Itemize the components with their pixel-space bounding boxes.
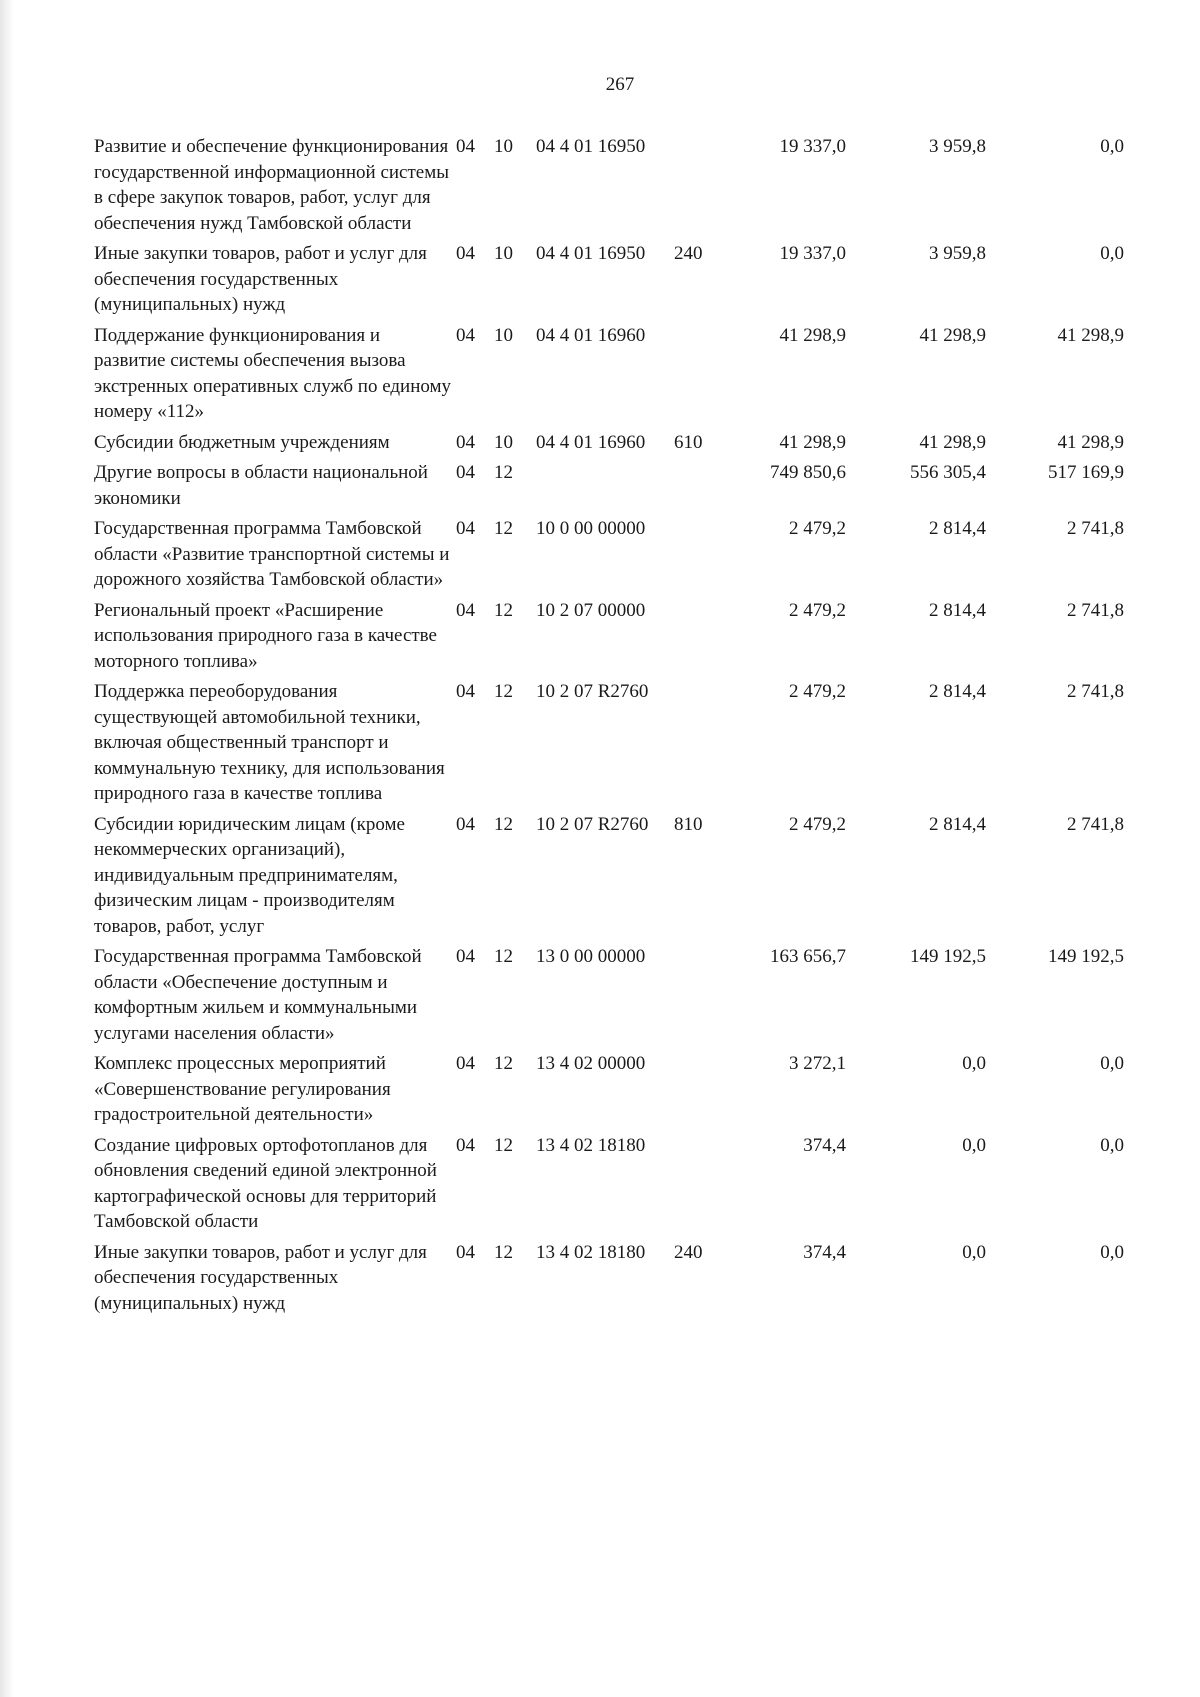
amount-year-3: 2 741,8 bbox=[1067, 599, 1124, 621]
amount-year-1: 2 479,2 bbox=[789, 599, 846, 621]
table-row bbox=[94, 598, 1164, 675]
section-code: 04 bbox=[456, 1241, 475, 1263]
amount-year-3: 2 741,8 bbox=[1067, 813, 1124, 835]
table-row bbox=[94, 1051, 1164, 1128]
subsection-code: 12 bbox=[494, 462, 513, 483]
section-code: 04 bbox=[456, 462, 475, 483]
amount-year-2: 41 298,9 bbox=[919, 324, 986, 346]
scan-edge-shadow bbox=[0, 0, 14, 1697]
amount-year-3: 517 169,9 bbox=[1048, 462, 1124, 483]
item-name: Развитие и обеспечение функционирования государственной информационной системы в сфере закупок товаров, работ, услуг для обеспечения нужд Тамбовской области bbox=[94, 136, 449, 234]
target-article-code: 13 4 02 18180 bbox=[536, 1241, 646, 1263]
item-name: Создание цифровых ортофотопланов для обновления сведений единой электронной картографической основы для территорий Тамбовской области bbox=[94, 1134, 437, 1232]
amount-year-1: 3 272,1 bbox=[789, 1053, 846, 1074]
expense-type-code: 810 bbox=[674, 813, 703, 835]
amount-year-2: 0,0 bbox=[962, 1053, 986, 1074]
item-name: Поддержка переоборудования существующей автомобильной техники, включая общественный транспорт и коммунальную технику, для использования природного газа в качестве топлива bbox=[94, 681, 445, 804]
subsection-code: 12 bbox=[494, 518, 513, 539]
amount-year-3: 2 741,8 bbox=[1067, 681, 1124, 702]
table-row bbox=[94, 241, 1164, 318]
amount-year-1: 2 479,2 bbox=[789, 681, 846, 702]
target-article-code: 04 4 01 16950 bbox=[536, 136, 646, 157]
item-name: Иные закупки товаров, работ и услуг для обеспечения государственных (муниципальных) нужд bbox=[94, 243, 427, 315]
expense-type-code: 240 bbox=[674, 1241, 703, 1263]
item-name: Субсидии юридическим лицам (кроме некоммерческих организаций), индивидуальным предпринимателям, физическим лицам - производителям товаров, работ, услуг bbox=[94, 813, 405, 937]
item-name: Государственная программа Тамбовской области «Развитие транспортной системы и дорожного хозяйства Тамбовской области» bbox=[94, 518, 450, 590]
subsection-code: 10 bbox=[494, 243, 513, 264]
amount-year-1: 374,4 bbox=[803, 1241, 846, 1263]
subsection-code: 10 bbox=[494, 431, 513, 453]
section-code: 04 bbox=[456, 1053, 475, 1074]
item-name: Другие вопросы в области национальной экономики bbox=[94, 462, 428, 509]
amount-year-1: 163 656,7 bbox=[770, 946, 846, 967]
item-name: Иные закупки товаров, работ и услуг для обеспечения государственных (муниципальных) нужд bbox=[94, 1241, 427, 1314]
amount-year-2: 3 959,8 bbox=[929, 243, 986, 264]
amount-year-3: 0,0 bbox=[1100, 243, 1124, 264]
amount-year-2: 0,0 bbox=[962, 1134, 986, 1156]
subsection-code: 12 bbox=[494, 1053, 513, 1074]
expense-type-code: 240 bbox=[674, 243, 703, 264]
section-code: 04 bbox=[456, 518, 475, 539]
section-code: 04 bbox=[456, 136, 475, 157]
section-code: 04 bbox=[456, 1134, 475, 1156]
target-article-code: 10 2 07 R2760 bbox=[536, 681, 649, 702]
amount-year-1: 41 298,9 bbox=[779, 431, 846, 453]
amount-year-2: 2 814,4 bbox=[929, 518, 986, 539]
amount-year-3: 41 298,9 bbox=[1057, 431, 1124, 453]
amount-year-3: 149 192,5 bbox=[1048, 946, 1124, 967]
subsection-code: 12 bbox=[494, 1134, 513, 1156]
subsection-code: 10 bbox=[494, 324, 513, 346]
target-article-code: 10 0 00 00000 bbox=[536, 518, 646, 539]
item-name: Поддержание функционирования и развитие системы обеспечения вызова экстренных оперативных служб по единому номеру «112» bbox=[94, 324, 452, 422]
amount-year-3: 0,0 bbox=[1100, 1241, 1124, 1263]
target-article-code: 13 4 02 18180 bbox=[536, 1134, 646, 1156]
amount-year-1: 2 479,2 bbox=[789, 813, 846, 835]
table-row bbox=[94, 1133, 1164, 1235]
section-code: 04 bbox=[456, 599, 475, 621]
amount-year-1: 19 337,0 bbox=[779, 136, 846, 157]
amount-year-2: 556 305,4 bbox=[910, 462, 986, 483]
section-code: 04 bbox=[456, 946, 475, 967]
target-article-code: 04 4 01 16960 bbox=[536, 324, 646, 346]
amount-year-3: 0,0 bbox=[1100, 136, 1124, 157]
amount-year-2: 149 192,5 bbox=[910, 946, 986, 967]
table-row bbox=[94, 460, 1164, 511]
item-name: Региональный проект «Расширение использования природного газа в качестве моторного топлива» bbox=[94, 599, 437, 672]
target-article-code: 04 4 01 16960 bbox=[536, 431, 646, 453]
subsection-code: 12 bbox=[494, 1241, 513, 1263]
amount-year-3: 2 741,8 bbox=[1067, 518, 1124, 539]
table-row bbox=[94, 430, 1164, 456]
subsection-code: 12 bbox=[494, 813, 513, 835]
page-number: 267 bbox=[605, 74, 635, 95]
amount-year-3: 0,0 bbox=[1100, 1134, 1124, 1156]
target-article-code: 04 4 01 16950 bbox=[536, 243, 646, 264]
subsection-code: 12 bbox=[494, 681, 513, 702]
item-name: Комплекс процессных мероприятий «Совершенствование регулирования градостроительной деятельности» bbox=[94, 1053, 391, 1125]
amount-year-1: 19 337,0 bbox=[779, 243, 846, 264]
budget-table bbox=[94, 134, 1164, 1321]
table-row bbox=[94, 134, 1164, 236]
amount-year-3: 0,0 bbox=[1100, 1053, 1124, 1074]
expense-type-code: 610 bbox=[674, 431, 703, 453]
table-row bbox=[94, 812, 1164, 940]
amount-year-3: 41 298,9 bbox=[1057, 324, 1124, 346]
table-row bbox=[94, 679, 1164, 807]
target-article-code: 10 2 07 R2760 bbox=[536, 813, 649, 835]
amount-year-1: 41 298,9 bbox=[779, 324, 846, 346]
table-row bbox=[94, 1240, 1164, 1317]
section-code: 04 bbox=[456, 813, 475, 835]
amount-year-2: 2 814,4 bbox=[929, 813, 986, 835]
target-article-code: 13 0 00 00000 bbox=[536, 946, 646, 967]
amount-year-2: 0,0 bbox=[962, 1241, 986, 1263]
target-article-code: 10 2 07 00000 bbox=[536, 599, 646, 621]
amount-year-2: 3 959,8 bbox=[929, 136, 986, 157]
subsection-code: 10 bbox=[494, 136, 513, 157]
item-name: Субсидии бюджетным учреждениям bbox=[94, 431, 390, 453]
amount-year-1: 374,4 bbox=[803, 1134, 846, 1156]
amount-year-2: 41 298,9 bbox=[919, 431, 986, 453]
amount-year-1: 2 479,2 bbox=[789, 518, 846, 539]
amount-year-2: 2 814,4 bbox=[929, 599, 986, 621]
table-row bbox=[94, 323, 1164, 425]
section-code: 04 bbox=[456, 324, 475, 346]
subsection-code: 12 bbox=[494, 946, 513, 967]
table-row bbox=[94, 944, 1164, 1046]
target-article-code: 13 4 02 00000 bbox=[536, 1053, 646, 1074]
section-code: 04 bbox=[456, 431, 475, 453]
section-code: 04 bbox=[456, 243, 475, 264]
amount-year-2: 2 814,4 bbox=[929, 681, 986, 702]
item-name: Государственная программа Тамбовской области «Обеспечение доступным и комфортным жильем и коммунальными услугами населения области» bbox=[94, 946, 422, 1044]
subsection-code: 12 bbox=[494, 599, 513, 621]
amount-year-1: 749 850,6 bbox=[770, 462, 846, 483]
table-row bbox=[94, 516, 1164, 593]
section-code: 04 bbox=[456, 681, 475, 702]
